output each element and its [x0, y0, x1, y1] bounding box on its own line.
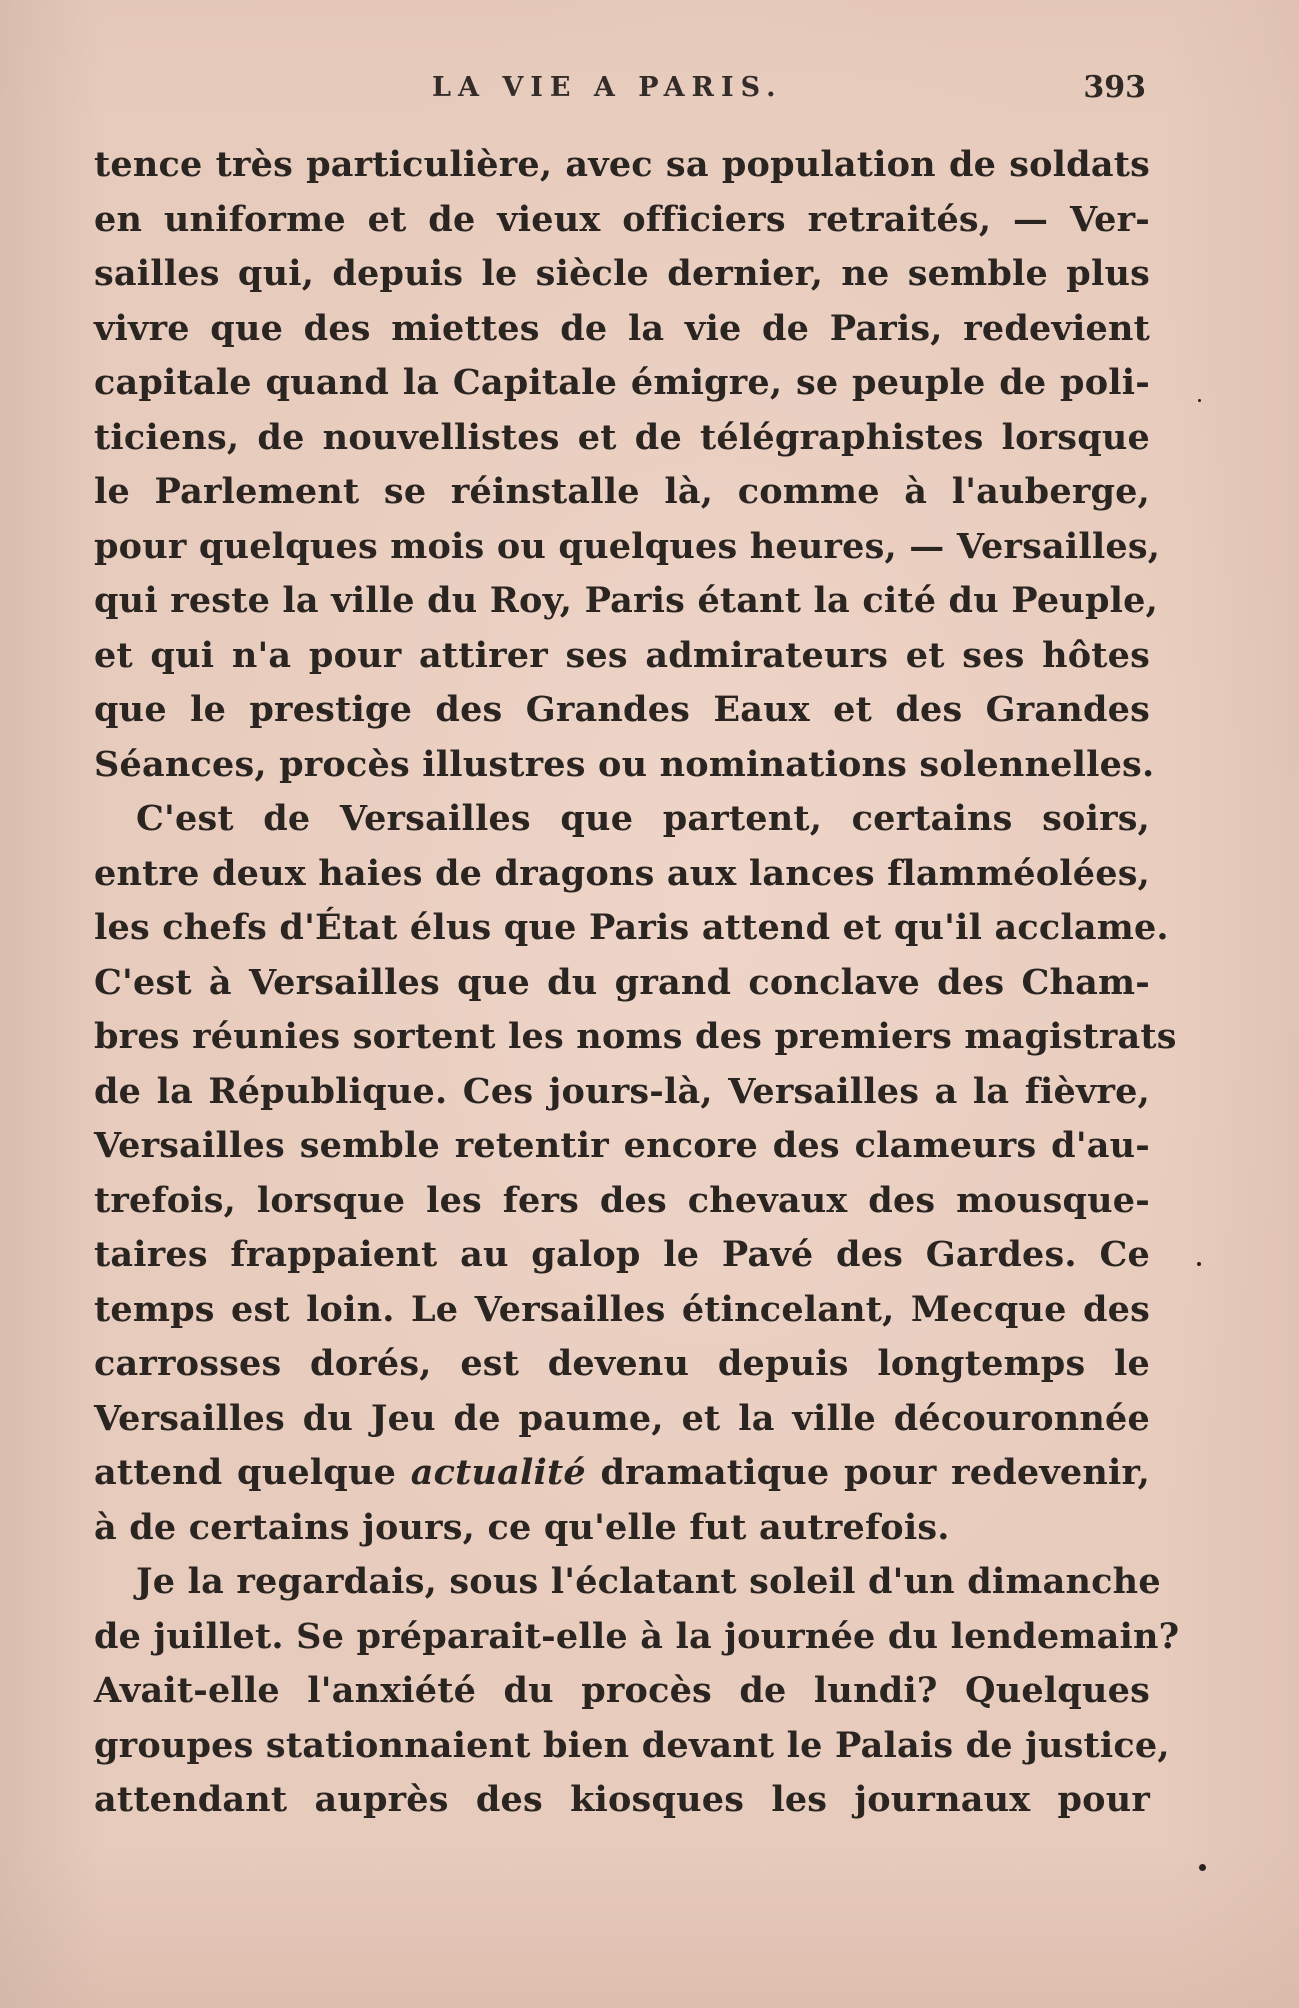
text-line: tence très particulière, avec sa population de soldats — [94, 144, 1150, 185]
text-line: pour quelques mois ou quelques heures, — Versailles, — [94, 525, 1161, 567]
text-line: temps est loin. Le Versailles étincelant, Mecque des — [94, 1288, 1150, 1330]
italic-word: actualité — [410, 1452, 586, 1493]
running-head — [96, 72, 1146, 112]
text-line: que le prestige des Grandes Eaux et des Grandes — [94, 689, 1150, 730]
page-number: 393 — [1083, 70, 1146, 105]
text-line: trefois, lorsque les fers des chevaux des mousque- — [94, 1179, 1150, 1221]
text-line: qui reste la ville du Roy, Paris étant la cité du Peuple, — [94, 580, 1158, 621]
body-text — [94, 138, 1180, 1828]
text-line: attendant auprès des kiosques les journaux pour — [94, 1779, 1150, 1820]
line-suffix: dramatique pour redevenir, — [600, 1452, 1150, 1493]
text-line: vivre que des miettes de la vie de Paris, redevient — [94, 307, 1150, 349]
text-line: Séances, procès illustres ou nominations solennelles. — [94, 743, 1155, 785]
text-line: Avait-elle l'anxiété du procès de lundi? Quelques — [94, 1670, 1150, 1711]
text-line: C'est de Versailles que partent, certains soirs, — [136, 798, 1150, 839]
text-line: à de certains jours, ce qu'elle fut autrefois. — [94, 1506, 950, 1548]
text-line-with-italic — [94, 1446, 1150, 1501]
ink-speck — [1198, 399, 1201, 402]
text-line: de juillet. Se préparait-elle à la journée du lendemain? — [94, 1615, 1180, 1657]
text-line: en uniforme et de vieux officiers retraités, — Ver- — [94, 198, 1150, 240]
text-line: et qui n'a pour attirer ses admirateurs et ses hôtes — [94, 634, 1150, 676]
text-line: ticiens, de nouvellistes et de télégraphistes lorsque — [94, 416, 1150, 458]
text-line: taires frappaient au galop le Pavé des Gardes. Ce — [94, 1234, 1150, 1275]
ink-speck — [1199, 1864, 1206, 1871]
text-line: sailles qui, depuis le siècle dernier, ne semble plus — [94, 253, 1150, 294]
text-line: C'est à Versailles que du grand conclave des Cham- — [94, 961, 1150, 1003]
text-line: entre deux haies de dragons aux lances flamméolées, — [94, 852, 1150, 894]
text-line: le Parlement se réinstalle là, comme à l'auberge, — [94, 471, 1150, 512]
text-line: bres réunies sortent les noms des premiers magistrats — [94, 1016, 1177, 1057]
text-line: de la République. Ces jours-là, Versailles a la fièvre, — [94, 1070, 1150, 1112]
text-line: les chefs d'État élus que Paris attend et qu'il acclame. — [94, 907, 1169, 948]
text-line: Je la regardais, sous l'éclatant soleil d'un dimanche — [136, 1561, 1161, 1602]
text-line: carrosses dorés, est devenu depuis longtemps le — [94, 1343, 1150, 1384]
line-prefix: attend quelque — [94, 1452, 411, 1493]
text-line: capitale quand la Capitale émigre, se peuple de poli- — [94, 362, 1150, 403]
text-line: groupes stationnaient bien devant le Palais de justice, — [94, 1724, 1170, 1766]
running-title: LA VIE A PARIS. — [432, 72, 783, 103]
ink-speck — [1197, 1262, 1201, 1266]
text-line: Versailles du Jeu de paume, et la ville découronnée — [94, 1397, 1150, 1439]
text-line: Versailles semble retentir encore des clameurs d'au- — [94, 1125, 1150, 1166]
